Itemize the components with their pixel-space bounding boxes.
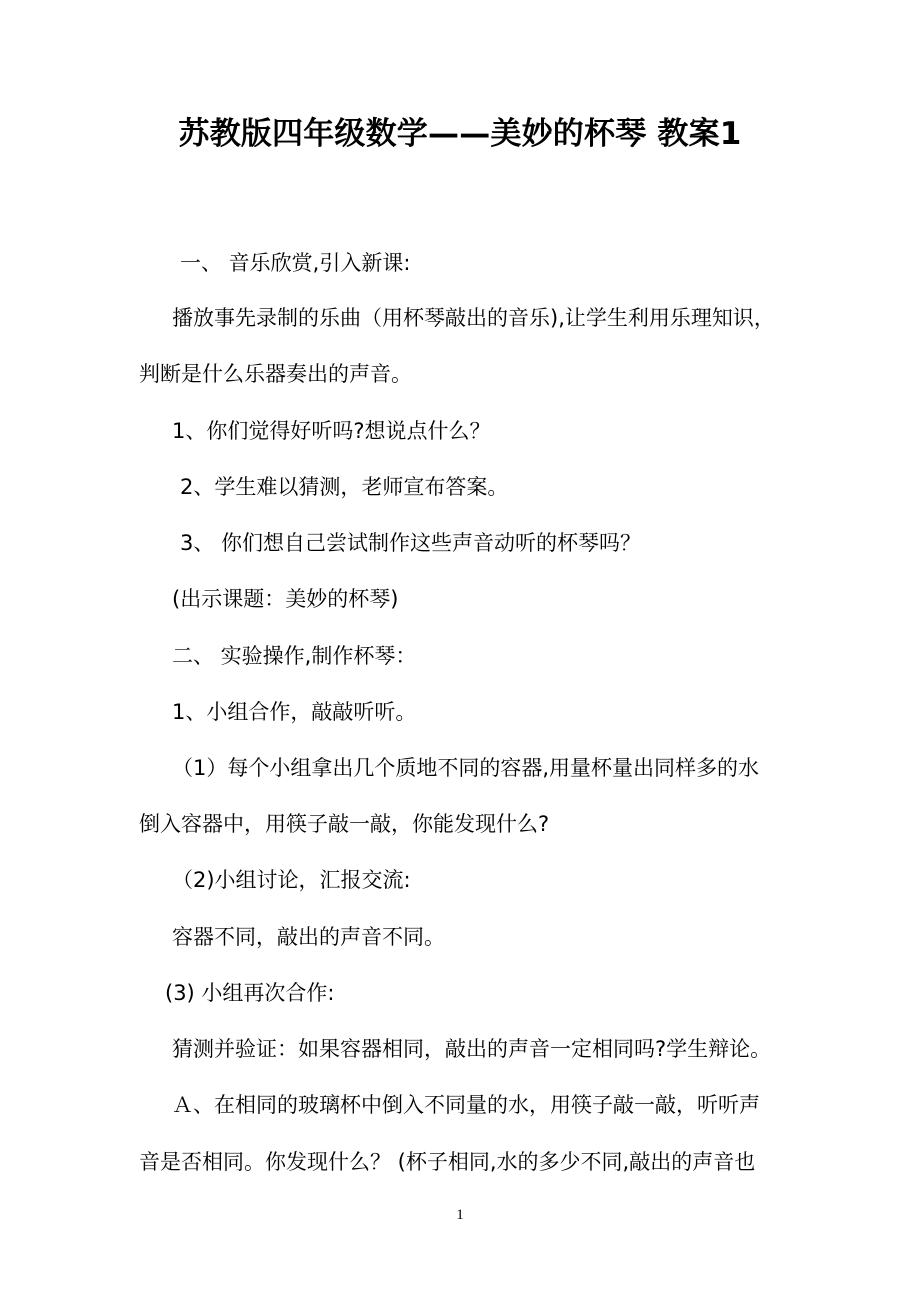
list-item-question-2: 2、学生难以猜测，老师宣布答案。 — [180, 475, 509, 499]
list-item-group-work: 1、小组合作，敲敲听听。 — [172, 700, 417, 724]
paragraph-line: 倒入容器中，用筷子敲一敲，你能发现什么? — [139, 812, 550, 836]
list-item-question-1: 1、你们觉得好听吗?想说点什么？ — [172, 419, 491, 443]
paragraph-line: 判断是什么乐器奏出的声音。 — [139, 362, 412, 386]
paragraph-line: （1）每个小组拿出几个质地不同的容器,用量杯量出同样多的水 — [172, 756, 760, 780]
document-title: 苏教版四年级数学——美妙的杯琴 教案1 — [178, 116, 742, 152]
paragraph-line: 音是否相同。你发现什么？ (杯子相同,水的多少不同,敲出的声音也 — [139, 1150, 756, 1174]
paragraph-line: 容器不同，敲出的声音不同。 — [172, 925, 445, 949]
paragraph-line: （2)小组讨论，汇报交流: — [172, 868, 411, 892]
section-heading-experiment: 二、 实验操作,制作杯琴： — [172, 644, 417, 668]
paragraph-line: (出示课题：美妙的杯琴) — [172, 587, 399, 611]
list-item-question-3: 3、 你们想自己尝试制作这些声音动听的杯琴吗？ — [180, 531, 642, 555]
paragraph-line: 播放事先录制的乐曲（用杯琴敲出的音乐),让学生利用乐理知识， — [172, 306, 775, 330]
paragraph-line: 猜测并验证：如果容器相同，敲出的声音一定相同吗?学生辩论。 — [172, 1037, 772, 1061]
section-heading-music-appreciation: 一、 音乐欣赏,引入新课: — [180, 251, 411, 275]
paragraph-line: (3) 小组再次合作: — [165, 981, 335, 1005]
page-number: 1 — [456, 1207, 464, 1223]
paragraph-line: Ａ、在相同的玻璃杯中倒入不同量的水，用筷子敲一敲，听听声 — [172, 1093, 760, 1117]
